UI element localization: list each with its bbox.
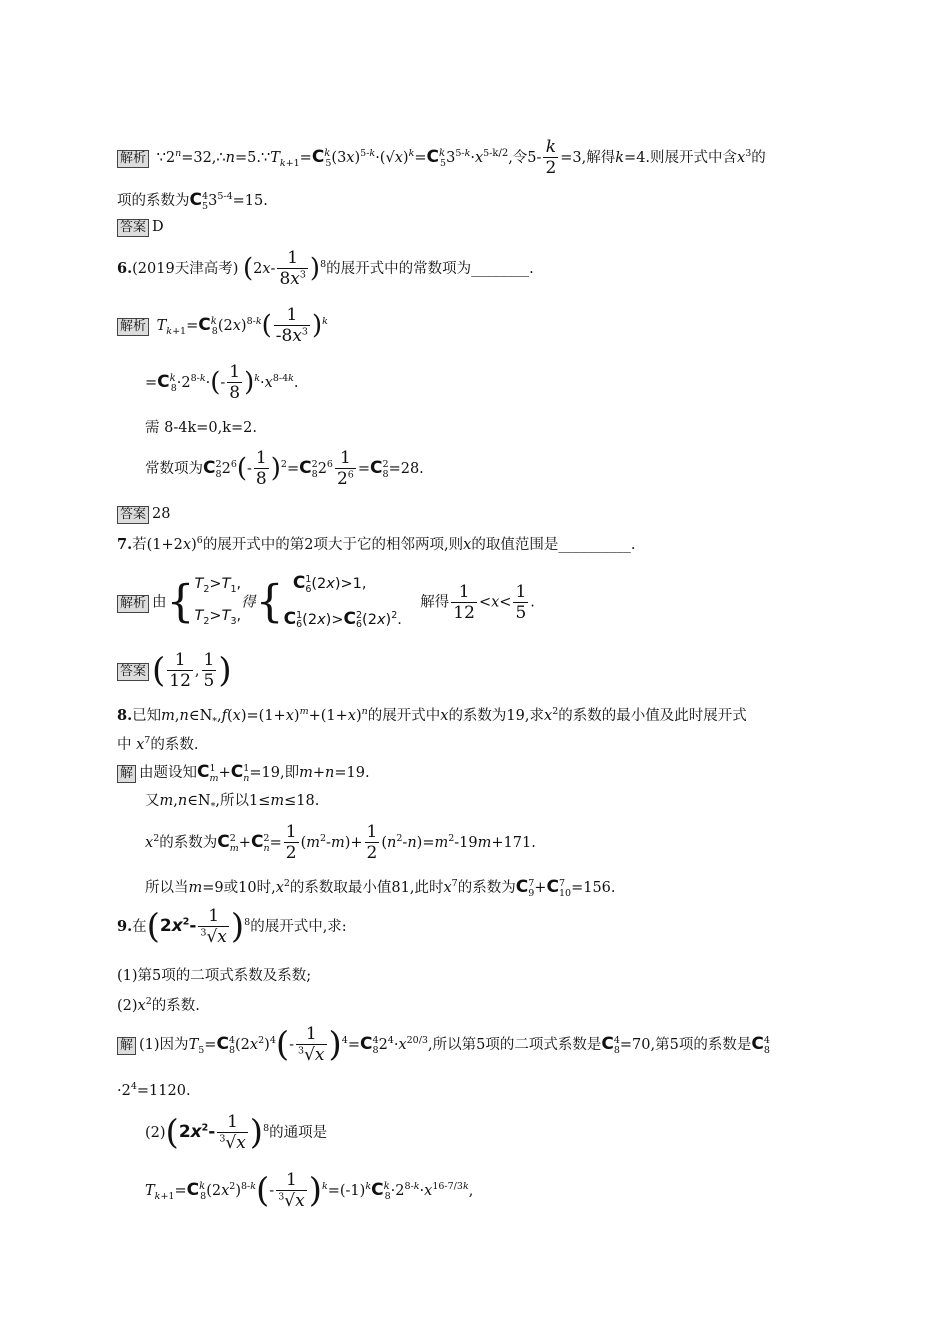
answer-tag: 答案 <box>117 663 149 681</box>
answer-tag: 答案 <box>117 219 149 237</box>
solution-tag: 解 <box>117 765 136 783</box>
analysis-tag: 解析 <box>117 150 149 168</box>
analysis-text: =28. <box>388 460 424 477</box>
answer-tag: 答案 <box>117 506 149 524</box>
solution-text: (1)因为 <box>139 1036 189 1053</box>
question-text: 在 <box>132 918 147 935</box>
question-8-line-2: 中 $x^7$的系数. <box>117 735 199 753</box>
analysis-tag: 解析 <box>117 318 149 336</box>
answer-line <box>117 219 840 237</box>
question-6: 6.(2019天津高考) (2x- $\frac{1}{8x^3}$ )$^8$的展开式中的常数项为________. <box>117 248 534 290</box>
solution-text: ,所以第5项的二项式系数是 <box>427 1036 602 1053</box>
solution-text: =70,第5项的系数是 <box>619 1036 752 1053</box>
question-text: 的展开式中的常数项为________. <box>326 260 534 277</box>
analysis-6-step2-tail: $^{8-4k}$. <box>272 373 299 391</box>
question-number: 8. <box>117 706 133 724</box>
analysis-text: 解得 <box>420 594 450 611</box>
analysis-7: 解析 由{$T_2>T_1$, $T_2>T_3$,得{ $C^1_6(2x)>1$, $C^1_6(2x)>C^2_6(2x)^2$. 解得 $\frac{1}{12}$ <x< $\frac{1}{5}$ . <box>117 567 840 638</box>
solution-9-line-1: 解 (1)因为$T_5=C^4_8(2x^2)^4(-$ $\frac{1}{^3√x}$ )$^4=C^4_82^4\cdot x^{20/3}$,所以第5项的二项式系数是$C^4_8=70$,第5项的系数是$C^4_8$ <box>117 1024 840 1066</box>
answer-value: 28 <box>152 506 171 522</box>
solution-8-line-3: $x^2$的系数为$C^2_m+C^2_n=$ $\frac{1}{2}$ $(m^2-m)+$ $\frac{1}{2}$ $(n^2-n)=m^2-19m+171$. <box>145 822 536 864</box>
solution-text: 的通项是 <box>269 1124 328 1141</box>
question-9-sub1: (1)第5项的二项式系数及系数; <box>117 968 312 984</box>
solution-8-line-4: 所以当m=9或10时$,x^2$的系数取最小值81,此时$x^7$的系数为$C^7_9+C^7_{10}=156$. <box>145 877 616 899</box>
solution-text: 由题设知 <box>139 765 198 781</box>
analysis-6-line-2: $=C^k_8\cdot 2^{8-k}\cdot(-$ $\frac{1}{8}$ )$^k\cdot x^{8-4k}$. <box>145 362 299 404</box>
question-7: 7.若$(1+2x)^6$的展开式中的第2项大于它的相邻两项,则x的取值范围是__________. <box>117 535 636 553</box>
question-9: 9.在($2x^2-$ $\frac{1}{^3√x}$ )$^8$的展开式中,求: <box>117 906 347 948</box>
analysis-6-line-3: 需 8-4k=0,k=2. <box>145 420 257 436</box>
solution-9-line-2: $\cdot 2^4=1120$. <box>117 1081 191 1099</box>
solution-tag: 解 <box>117 1037 136 1055</box>
analysis-text: 由 <box>152 594 167 611</box>
analysis-text: 常数项为 <box>145 460 203 477</box>
analysis-text: 得 <box>241 594 256 611</box>
analysis-line-1: 解析 $\because 2^n=32,\therefore n=5.\because T_{k+1}=C^k_5(3x)^{5-k}\cdot(√x)^k=C^k_53^{5-k}\cdot x^{5-k/2}$,令5- $\frac{k}{2}$ =3,解得k=4.则展开式中含$x^3$的 <box>117 137 840 179</box>
solution-8-line-1: 解 由题设知$C^1_m+C^1_n=19$,即m+n=19. <box>117 762 840 784</box>
question-text: 的展开式中,求: <box>250 918 347 935</box>
answer-7: 答案 ( $\frac{1}{12}$ , $\frac{1}{5}$ ) <box>117 650 840 692</box>
question-number: 7. <box>117 535 133 553</box>
solution-8-line-2: 又$m,n\in N_*$,所以1≤m≤18. <box>145 793 320 812</box>
solution-text: (2) <box>145 1124 166 1141</box>
question-number: 6. <box>117 259 133 277</box>
question-number: 9. <box>117 917 133 935</box>
analysis-text: 项的系数为 <box>117 193 190 209</box>
question-8: 8.已知$m,n\in N_*,f(x)=(1+x)^m+(1+x)^n$的展开式中x的系数为19,求$x^2$的系数的最小值及此时展开式 <box>117 706 747 727</box>
answer-value: D <box>152 219 164 235</box>
solution-9-line-4: $T_{k+1}=C^k_8(2x^2)^{8-k}(-$ $\frac{1}{^3√x}$ )$^k=(-1)^kC^k_8\cdot 2^{8-k}\cdot x^{16-7/3k}$, <box>145 1170 474 1212</box>
analysis-line-2: 项的系数为$C^4_53^{5-4}=15$. <box>117 190 268 212</box>
analysis-6-line-4: 常数项为$C^2_82^6(-$ $\frac{1}{8}$ )$^2=C^2_82^6$ $\frac{1}{2^6}$ $=C^2_8=28$. <box>145 448 424 490</box>
question-9-sub2: $(2)x^2$的系数. <box>117 996 200 1014</box>
analysis-6-line-1: 解析 $T_{k+1}=C^k_8(2x)^{8-k}$( $\frac{1}{-8x^3}$ )$^k$ <box>117 305 840 347</box>
solution-9-line-3: $(2)(2x^2-$ $\frac{1}{^3√x}$ )$^8$的通项是 <box>145 1112 328 1154</box>
answer-6 <box>117 506 840 524</box>
analysis-tag: 解析 <box>117 595 149 613</box>
question-source: (2019天津高考) <box>132 260 239 277</box>
